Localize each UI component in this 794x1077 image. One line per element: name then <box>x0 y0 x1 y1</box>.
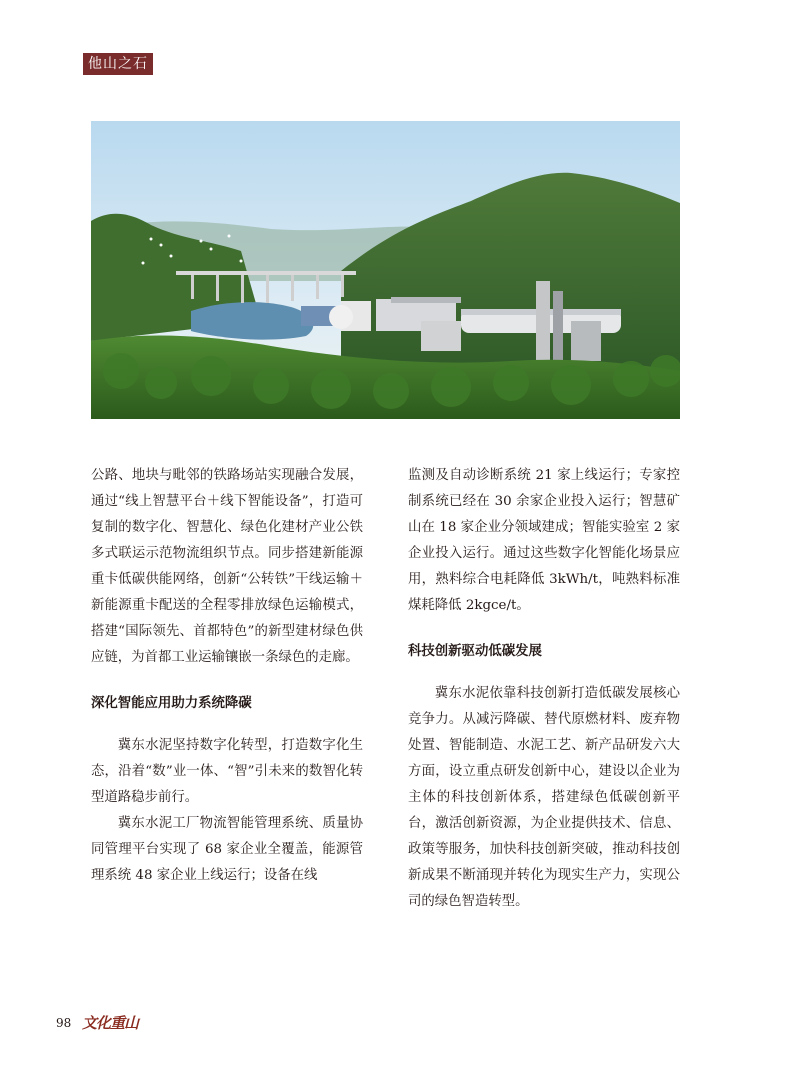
left-paragraph-2: 冀东水泥坚持数字化转型，打造数字化生态，沿着“数”业一体、“智”引未来的数智化转型道路稳步前行。 <box>91 738 363 805</box>
right-paragraph-1: 监测及自动诊断系统 21 家上线运行；专家控制系统已经在 30 余家企业投入运行；智慧矿山在 18 家企业分领域建成；智能实验室 2 家企业投入运行。通过这些数字化智能化场景应用，熟料综合电耗降低 3kWh/t，吨熟料标准煤耗降低 2kgce/t。 <box>408 468 680 613</box>
page-number: 98 <box>56 1016 72 1030</box>
left-column <box>91 463 363 889</box>
right-section-heading: 科技创新驱动低碳发展 <box>408 644 542 659</box>
right-column <box>408 463 680 915</box>
left-paragraph-3: 冀东水泥工厂物流智能管理系统、质量协同管理平台实现了 68 家企业全覆盖，能源管理系统 48 家企业上线运行；设备在线 <box>91 816 363 883</box>
magazine-logo: 文化重山 <box>82 1014 139 1032</box>
cement-plant-photo <box>91 121 680 419</box>
section-tag: 他山之石 <box>83 53 153 75</box>
left-paragraph-1: 公路、地块与毗邻的铁路场站实现融合发展，通过“线上智慧平台＋线下智能设备”，打造可复制的数字化、智慧化、绿色化建材产业公铁多式联运示范物流组织节点。同步搭建新能源重卡低碳供能网络，创新“公转铁”干线运输＋新能源重卡配送的全程零排放绿色运输模式，搭建“国际领先、首都特色”的新型建材绿色供应链，为首都工业运输镶嵌一条绿色的走廊。 <box>91 468 363 665</box>
left-section-heading: 深化智能应用助力系统降碳 <box>91 696 252 711</box>
right-paragraph-2: 冀东水泥依靠科技创新打造低碳发展核心竞争力。从减污降碳、替代原燃材料、废弃物处置、智能制造、水泥工艺、新产品研发六大方面，设立重点研发创新中心，建设以企业为主体的科技创新体系，搭建绿色低碳创新平台，激活创新资源，为企业提供技术、信息、政策等服务，加快科技创新突破，推动科技创新成果不断涌现并转化为现实生产力，实现公司的绿色智造转型。 <box>408 686 680 909</box>
